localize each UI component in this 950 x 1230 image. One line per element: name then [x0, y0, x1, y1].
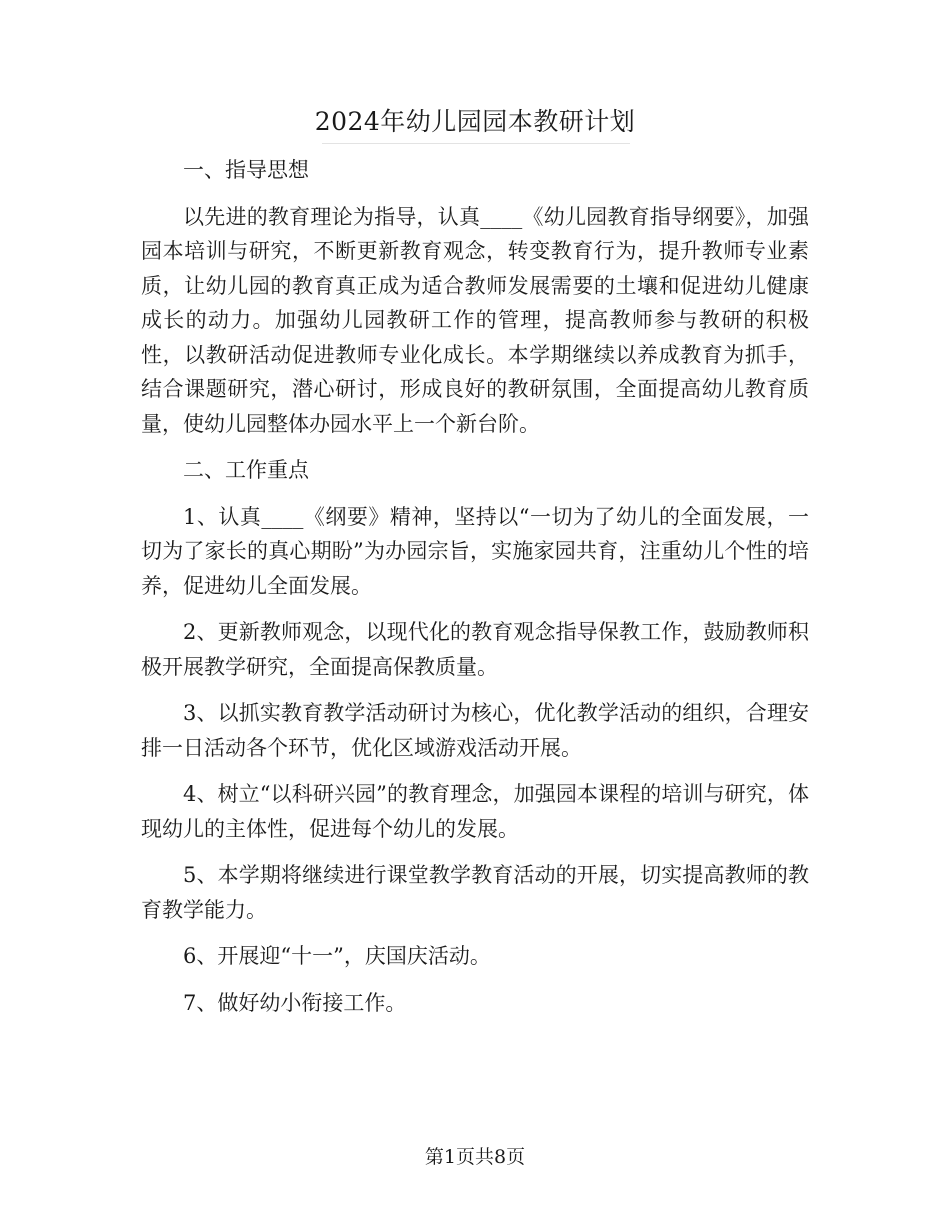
section-heading-work-focus: 二、工作重点 [183, 458, 309, 482]
title-divider [322, 143, 630, 144]
work-item-4: 4、树立“以科研兴园”的教育理念，加强园本课程的培训与研究，体现幼儿的主体性，促进每个幼儿的发展。 [141, 782, 809, 841]
section-heading-guiding-thought: 一、指导思想 [183, 158, 309, 182]
paragraph-guiding-thought: 以先进的教育理论为指导，认真____《幼儿园教育指导纲要》，加强园本培训与研究，不断更新教育观念，转变教育行为，提升教师专业素质，让幼儿园的教育真正成为适合教师发展需要的土壤和促进幼儿健康成长的动力。加强幼儿园教研工作的管理，提高教师参与教研的积极性，以教研活动促进教师专业化成长。本学期继续以养成教育为抓手，结合课题研究，潜心研讨，形成良好的教研氛围，全面提高幼儿教育质量，使幼儿园整体办园水平上一个新台阶。 [141, 204, 809, 436]
work-item-1: 1、认真____《纲要》精神，坚持以“一切为了幼儿的全面发展，一切为了家长的真心期盼”为办园宗旨，实施家园共育，注重幼儿个性的培养，促进幼儿全面发展。 [141, 504, 809, 598]
page-number: 第1页共8页 [424, 1146, 526, 1168]
document-title: 2024年幼儿园园本教研计划 [314, 107, 636, 136]
work-item-5: 5、本学期将继续进行课堂教学教育活动的开展，切实提高教师的教育教学能力。 [141, 863, 809, 922]
work-item-7: 7、做好幼小衔接工作。 [183, 990, 407, 1015]
work-item-3: 3、以抓实教育教学活动研讨为核心，优化教学活动的组织，合理安排一日活动各个环节，优化区域游戏活动开展。 [141, 701, 809, 760]
document-body [141, 153, 809, 1020]
work-item-2: 2、更新教师观念，以现代化的教育观念指导保教工作，鼓励教师积极开展教学研究，全面提高保教质量。 [141, 620, 809, 679]
work-item-6: 6、开展迎“十一”，庆国庆活动。 [183, 944, 491, 968]
